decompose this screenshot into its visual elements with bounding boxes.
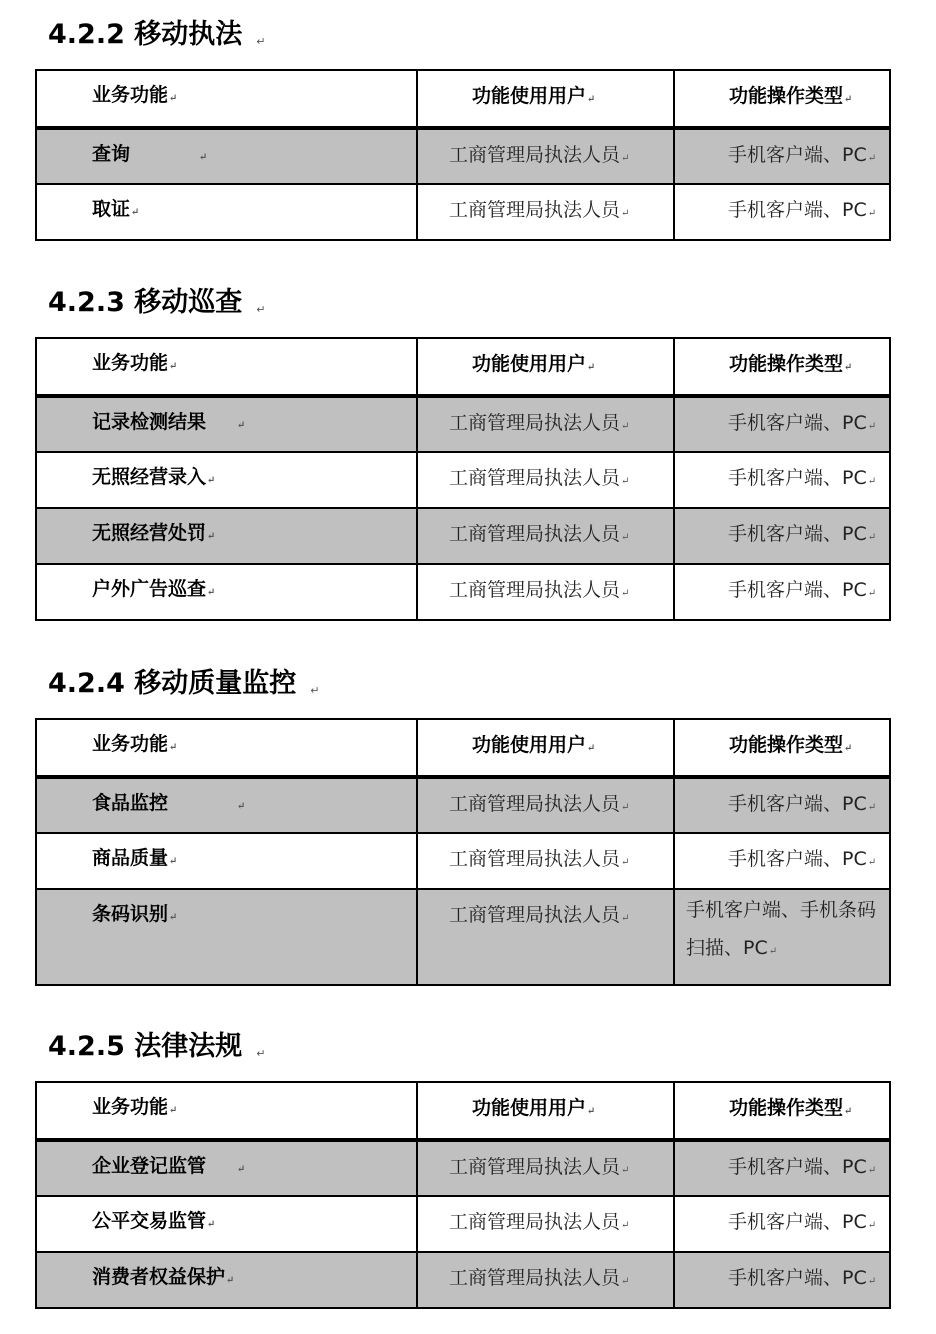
- return-mark: ↵: [587, 1106, 596, 1117]
- function-cell: 商品质量↵: [92, 847, 178, 869]
- function-table: [35, 337, 891, 621]
- user-cell: 工商管理局执法人员↵: [449, 1211, 630, 1233]
- return-mark: ↵: [587, 362, 596, 373]
- table-row: [36, 1140, 890, 1196]
- return-mark: ↵: [256, 1047, 266, 1060]
- table-header-row: [36, 338, 890, 396]
- user-cell: 工商管理局执法人员↵: [449, 412, 630, 434]
- function-cell: 公平交易监管↵: [92, 1210, 216, 1232]
- function-cell: 记录检测结果 ↵: [92, 411, 246, 433]
- section-heading: 4.2.4 移动质量监控 ↵: [48, 668, 320, 699]
- table-row: [36, 1252, 890, 1308]
- table-header-row: [36, 70, 890, 128]
- table-row: [36, 1196, 890, 1252]
- return-mark: ↵: [621, 857, 630, 868]
- type-cell: 手机客户端、PC↵: [728, 199, 877, 221]
- return-mark: ↵: [867, 153, 877, 164]
- table-row: [36, 452, 890, 508]
- return-mark: ↵: [207, 587, 216, 598]
- table-row: [36, 889, 890, 985]
- table-header-row: [36, 719, 890, 777]
- function-cell: 企业登记监管 ↵: [92, 1155, 246, 1177]
- header-business-function: 业务功能↵: [92, 352, 178, 374]
- function-cell: 条码识别↵: [92, 903, 178, 925]
- user-cell: 工商管理局执法人员↵: [449, 579, 630, 601]
- return-mark: ↵: [867, 476, 877, 487]
- header-business-function: 业务功能↵: [92, 733, 178, 755]
- table-header-row: [36, 1082, 890, 1140]
- return-mark: ↵: [237, 801, 246, 812]
- return-mark: ↵: [169, 93, 178, 104]
- user-cell: 工商管理局执法人员↵: [449, 793, 630, 815]
- return-mark: ↵: [256, 35, 266, 48]
- return-mark: ↵: [867, 1276, 877, 1287]
- function-cell: 无照经营处罚↵: [92, 522, 216, 544]
- return-mark: ↵: [867, 421, 877, 432]
- return-mark: ↵: [621, 1165, 630, 1176]
- return-mark: ↵: [621, 532, 630, 543]
- return-mark: ↵: [867, 1165, 877, 1176]
- header-function-user: 功能使用用户↵: [472, 734, 596, 756]
- function-cell: 食品监控 ↵: [92, 792, 246, 814]
- header-operation-type: 功能操作类型↵: [729, 85, 853, 107]
- return-mark: ↵: [768, 946, 778, 957]
- user-cell: 工商管理局执法人员↵: [449, 523, 630, 545]
- return-mark: ↵: [621, 421, 630, 432]
- return-mark: ↵: [256, 303, 266, 316]
- function-table: [35, 1081, 891, 1309]
- return-mark: ↵: [621, 476, 630, 487]
- return-mark: ↵: [587, 94, 596, 105]
- table-row: [36, 777, 890, 833]
- return-mark: ↵: [310, 684, 320, 697]
- return-mark: ↵: [844, 94, 853, 105]
- function-table: [35, 69, 891, 241]
- return-mark: ↵: [867, 208, 877, 219]
- return-mark: ↵: [867, 588, 877, 599]
- table-row: [36, 184, 890, 240]
- function-cell: 取证↵: [92, 198, 140, 220]
- return-mark: ↵: [226, 1275, 235, 1286]
- function-cell: 查询 ↵: [92, 143, 208, 165]
- type-cell: 手机客户端、PC↵: [728, 144, 877, 166]
- type-cell: 手机客户端、PC↵: [728, 1211, 877, 1233]
- header-function-user: 功能使用用户↵: [472, 1097, 596, 1119]
- type-cell: 手机客户端、PC↵: [728, 467, 877, 489]
- return-mark: ↵: [207, 1219, 216, 1230]
- user-cell: 工商管理局执法人员↵: [449, 1156, 630, 1178]
- type-cell: 手机客户端、PC↵: [728, 579, 877, 601]
- user-cell: 工商管理局执法人员↵: [449, 904, 630, 926]
- return-mark: ↵: [169, 856, 178, 867]
- type-cell: 手机客户端、PC↵: [728, 523, 877, 545]
- header-operation-type: 功能操作类型↵: [729, 734, 853, 756]
- return-mark: ↵: [169, 361, 178, 372]
- return-mark: ↵: [621, 588, 630, 599]
- return-mark: ↵: [131, 207, 140, 218]
- type-cell: 手机客户端、PC↵: [728, 1267, 877, 1289]
- table-row: [36, 128, 890, 184]
- function-cell: 无照经营录入↵: [92, 466, 216, 488]
- return-mark: ↵: [199, 152, 208, 163]
- return-mark: ↵: [844, 1106, 853, 1117]
- return-mark: ↵: [237, 1164, 246, 1175]
- return-mark: ↵: [587, 743, 596, 754]
- type-cell: 手机客户端、PC↵: [728, 412, 877, 434]
- function-table: [35, 718, 891, 986]
- type-cell: 手机客户端、PC↵: [728, 848, 877, 870]
- return-mark: ↵: [621, 153, 630, 164]
- return-mark: ↵: [621, 913, 630, 924]
- user-cell: 工商管理局执法人员↵: [449, 848, 630, 870]
- function-cell: 消费者权益保护↵: [92, 1266, 235, 1288]
- return-mark: ↵: [169, 1105, 178, 1116]
- user-cell: 工商管理局执法人员↵: [449, 144, 630, 166]
- return-mark: ↵: [207, 531, 216, 542]
- header-function-user: 功能使用用户↵: [472, 353, 596, 375]
- return-mark: ↵: [237, 420, 246, 431]
- header-operation-type: 功能操作类型↵: [729, 1097, 853, 1119]
- return-mark: ↵: [844, 743, 853, 754]
- section-heading: 4.2.2 移动执法 ↵: [48, 19, 266, 50]
- return-mark: ↵: [169, 742, 178, 753]
- user-cell: 工商管理局执法人员↵: [449, 1267, 630, 1289]
- user-cell: 工商管理局执法人员↵: [449, 199, 630, 221]
- return-mark: ↵: [621, 802, 630, 813]
- table-row: [36, 564, 890, 620]
- return-mark: ↵: [621, 208, 630, 219]
- return-mark: ↵: [867, 857, 877, 868]
- return-mark: ↵: [867, 802, 877, 813]
- section-heading: 4.2.3 移动巡查 ↵: [48, 287, 266, 318]
- return-mark: ↵: [621, 1276, 630, 1287]
- header-business-function: 业务功能↵: [92, 84, 178, 106]
- section-heading: 4.2.5 法律法规 ↵: [48, 1031, 266, 1062]
- type-cell: 手机客户端、PC↵: [728, 793, 877, 815]
- return-mark: ↵: [844, 362, 853, 373]
- table-row: [36, 508, 890, 564]
- header-operation-type: 功能操作类型↵: [729, 353, 853, 375]
- header-business-function: 业务功能↵: [92, 1096, 178, 1118]
- return-mark: ↵: [867, 1220, 877, 1231]
- user-cell: 工商管理局执法人员↵: [449, 467, 630, 489]
- function-cell: 户外广告巡查↵: [92, 578, 216, 600]
- return-mark: ↵: [207, 475, 216, 486]
- type-cell: 手机客户端、手机条码扫描、PC↵: [686, 899, 877, 959]
- type-cell: 手机客户端、PC↵: [728, 1156, 877, 1178]
- header-function-user: 功能使用用户↵: [472, 85, 596, 107]
- return-mark: ↵: [621, 1220, 630, 1231]
- return-mark: ↵: [867, 532, 877, 543]
- return-mark: ↵: [169, 912, 178, 923]
- table-row: [36, 833, 890, 889]
- table-row: [36, 396, 890, 452]
